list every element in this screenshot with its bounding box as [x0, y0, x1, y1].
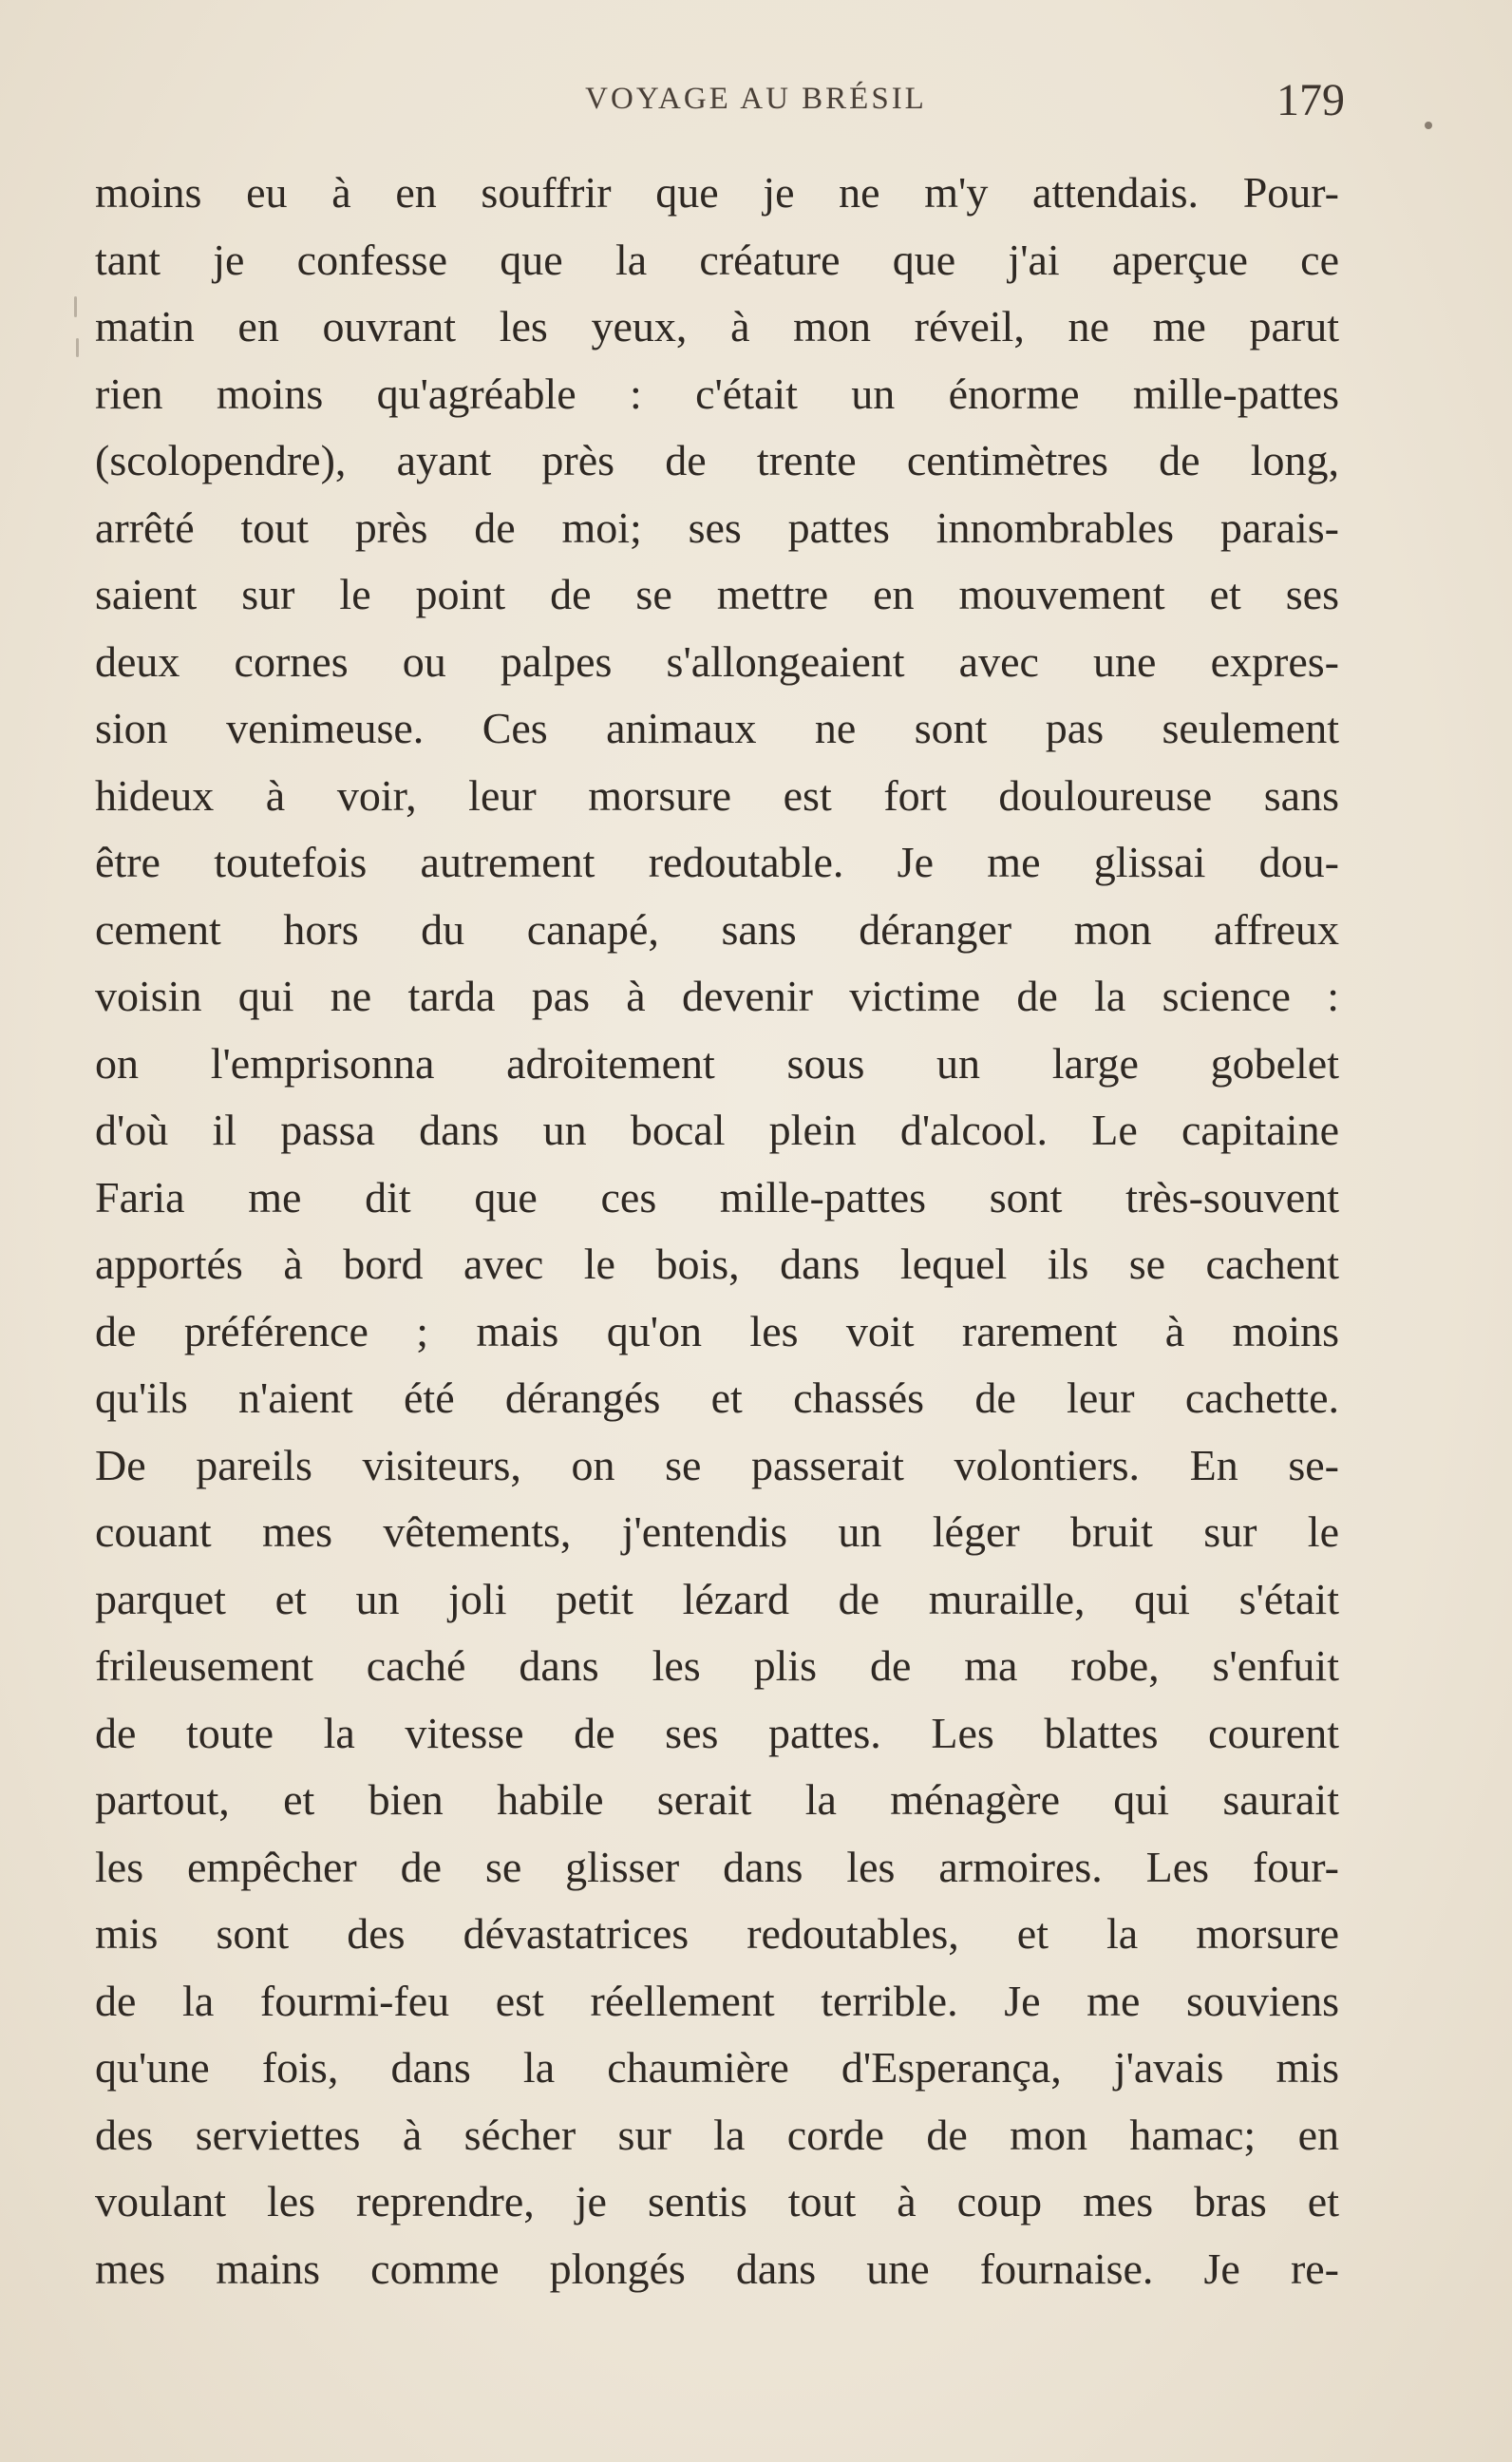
text-line: tant je confesse que la créature que j'ai aperçue ce	[95, 235, 1339, 284]
text-line: hideux à voir, leur morsure est fort douloureuse sans	[95, 770, 1339, 820]
text-line: d'où il passa dans un bocal plein d'alcool. Le capitaine	[95, 1106, 1339, 1154]
text-line: arrêté tout près de moi; ses pattes innombrables parais-	[95, 502, 1339, 552]
text-line: cement hors du canapé, sans déranger mon affreux	[95, 904, 1339, 954]
paper-speck	[74, 296, 77, 317]
text-line: de préférence ; mais qu'on les voit rarement à moins	[95, 1306, 1339, 1355]
text-line: de toute la vitesse de ses pattes. Les blattes courent	[95, 1708, 1339, 1757]
text-line: (scolopendre), ayant près de trente centimètres de long,	[95, 436, 1339, 484]
text-line: voisin qui ne tarda pas à devenir victime de la science :	[95, 972, 1339, 1020]
text-line: deux cornes ou palpes s'allongeaient avec une expres-	[95, 636, 1339, 686]
text-line: qu'une fois, dans la chaumière d'Esperança, j'avais mis	[95, 2043, 1339, 2092]
text-line: rien moins qu'agréable : c'était un énorme mille-pattes	[95, 369, 1339, 418]
text-line: de la fourmi-feu est réellement terrible. Je me souviens	[95, 1976, 1339, 2025]
text-line: mis sont des dévastatrices redoutables, et la morsure	[95, 1909, 1339, 1958]
text-line: on l'emprisonna adroitement sous un large gobelet	[95, 1038, 1339, 1088]
text-line: Faria me dit que ces mille-pattes sont très-souvent	[95, 1172, 1339, 1222]
text-line: voulant les reprendre, je sentis tout à coup mes bras et	[95, 2177, 1339, 2225]
page-header	[0, 74, 1512, 131]
text-line: des serviettes à sécher sur la corde de mon hamac; en	[95, 2110, 1339, 2159]
text-line: matin en ouvrant les yeux, à mon réveil, ne me parut	[95, 302, 1339, 350]
text-line: saient sur le point de se mettre en mouvement et ses	[95, 570, 1339, 618]
page-number: 179	[1276, 75, 1345, 125]
text-line: partout, et bien habile serait la ménagère qui saurait	[95, 1775, 1339, 1824]
text-line: apportés à bord avec le bois, dans lequel ils se cachent	[95, 1240, 1339, 1288]
text-line: être toutefois autrement redoutable. Je me glissai dou-	[95, 838, 1339, 886]
paper-speck	[1425, 122, 1432, 129]
text-line: De pareils visiteurs, on se passerait volontiers. En se-	[95, 1440, 1339, 1489]
paper-speck	[76, 338, 79, 357]
text-line: mes mains comme plongés dans une fournaise. Je re-	[95, 2244, 1339, 2293]
body-text	[95, 160, 1339, 2302]
text-line: frileusement caché dans les plis de ma robe, s'enfuit	[95, 1641, 1339, 1690]
text-line: les empêcher de se glisser dans les armoires. Les four-	[95, 1842, 1339, 1891]
text-line: couant mes vêtements, j'entendis un léger bruit sur le	[95, 1507, 1339, 1556]
text-line: moins eu à en souffrir que je ne m'y attendais. Pour-	[95, 168, 1339, 217]
text-line: parquet et un joli petit lézard de muraille, qui s'était	[95, 1574, 1339, 1623]
text-line: qu'ils n'aient été dérangés et chassés de leur cachette.	[95, 1373, 1339, 1422]
text-line: sion venimeuse. Ces animaux ne sont pas seulement	[95, 704, 1339, 752]
running-title: VOYAGE AU BRÉSIL	[585, 82, 927, 116]
